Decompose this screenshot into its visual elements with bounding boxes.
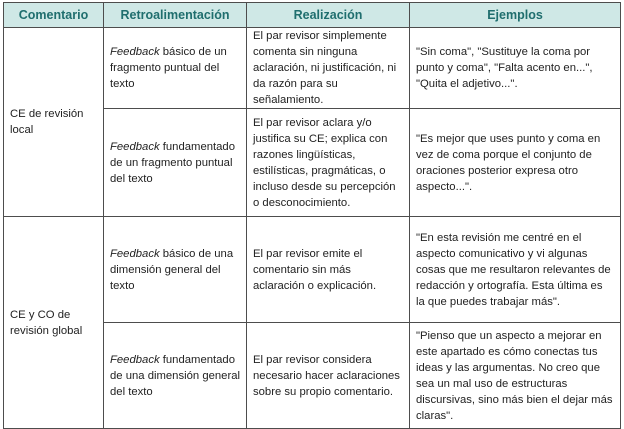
header-row <box>4 3 621 28</box>
retroalimentacion-cell <box>104 28 247 109</box>
feedback-term: Feedback <box>110 140 160 153</box>
header-comentario: Comentario <box>4 3 104 28</box>
header-retroalimentacion: Retroalimentación <box>104 3 247 28</box>
retroalimentacion-text: básico de una dimensión general del texto <box>110 247 234 292</box>
header-ejemplos: Ejemplos <box>410 3 621 28</box>
ejemplos-cell: "Pienso que un aspecto a mejorar en este apartado es cómo conectas tus ideas y las argumentas. No creo que sea un mal uso de estructuras discursivas, sino más bien el dejar más claras". <box>410 323 621 429</box>
realizacion-cell: El par revisor emite el comentario sin más aclaración o explicación. <box>247 217 410 323</box>
header-realizacion: Realización <box>247 3 410 28</box>
retroalimentacion-cell <box>104 217 247 323</box>
retroalimentacion-cell <box>104 109 247 217</box>
retroalimentacion-text: fundamentado de un fragmento puntual del texto <box>110 140 235 185</box>
comentario-cell: CE de revisión local <box>4 28 104 217</box>
realizacion-cell: El par revisor simplemente comenta sin ninguna aclaración, ni justificación, ni da razón para su señalamiento. <box>247 28 410 109</box>
ejemplos-cell: "Sin coma", "Sustituye la coma por punto y coma", "Falta acento en...", "Quita el adjetivo...". <box>410 28 621 109</box>
retroalimentacion-text: básico de un fragmento puntual del texto <box>110 46 227 90</box>
retroalimentacion-cell <box>104 323 247 429</box>
feedback-table <box>3 2 621 429</box>
ejemplos-cell: "Es mejor que uses punto y coma en vez de coma porque el conjunto de oraciones posterior expresa otro aspecto...". <box>410 109 621 217</box>
comentario-cell: CE y CO de revisión global <box>4 217 104 429</box>
table-row <box>4 217 621 323</box>
table-row <box>4 28 621 109</box>
feedback-term: Feedback <box>110 247 160 260</box>
realizacion-cell: El par revisor considera necesario hacer aclaraciones sobre su propio comentario. <box>247 323 410 429</box>
retroalimentacion-text: fundamentado de una dimensión general del texto <box>110 353 241 398</box>
feedback-term: Feedback <box>110 46 160 58</box>
realizacion-cell: El par revisor aclara y/o justifica su CE; explica con razones lingüísticas, estilísticas, pragmáticas, o incluso desde su percepción o desconocimiento. <box>247 109 410 217</box>
feedback-term: Feedback <box>110 353 160 366</box>
ejemplos-cell: "En esta revisión me centré en el aspecto comunicativo y vi algunas cosas que me resultaron relevantes de redacción y ortografía. Esta última es la que puedes trabajar más". <box>410 217 621 323</box>
